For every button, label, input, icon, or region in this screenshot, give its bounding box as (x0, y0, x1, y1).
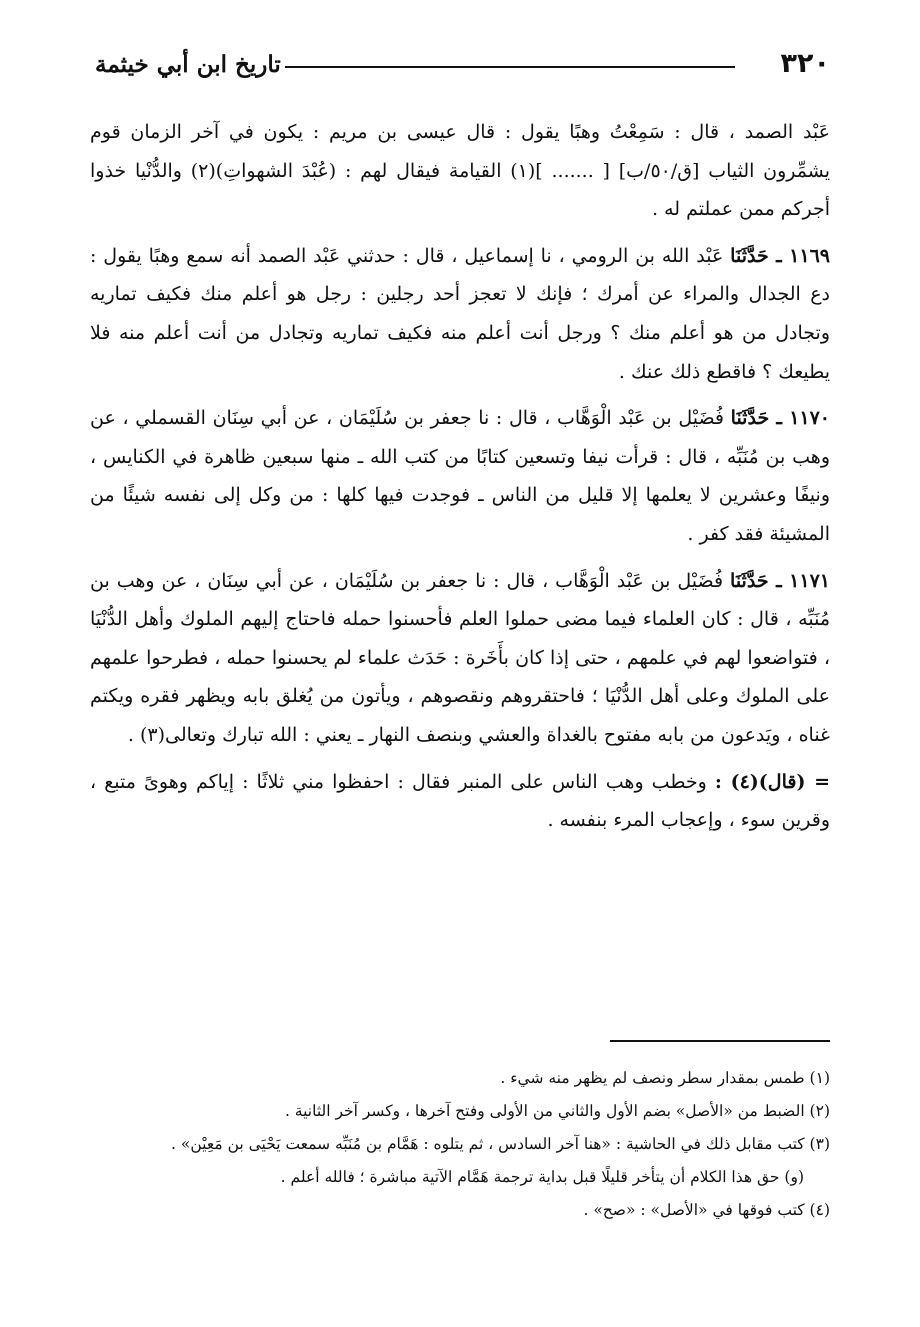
header-rule (285, 66, 735, 68)
paragraph (90, 562, 830, 755)
paragraph-text: عَبْد الصمد ، قال : سَمِعْتُ وهبًا يقول : قال عيسى بن مريم : يكون في آخر الزمان قوم يشمِّرون الثياب [ق/٥٠/ب] [ ....... ](١) القيامة فيقال لهم : (عُبْدَ الشهواتِ)(٢) والدُّنْيا خذوا أجركم ممن عملتم له . (90, 121, 831, 221)
footnote: (٤) كتب فوقها في «الأصل» : «صح» . (583, 1201, 830, 1219)
footnote: (٣) كتب مقابل ذلك في الحاشية : «هنا آخر السادس ، ثم يتلوه : هَمَّام بن مُنَبِّه سمعت يَحْيَى بن مَعِيْن» . (171, 1135, 830, 1153)
running-header (95, 40, 830, 90)
paragraph (90, 399, 830, 553)
main-text (90, 113, 830, 848)
footnote-rule (610, 1040, 830, 1042)
footnote: (١) طمس بمقدار سطر ونصف لم يظهر منه شيء . (500, 1069, 830, 1087)
paragraph-lead: ١١٧١ ـ حَدَّثَنَا (730, 569, 830, 592)
footnotes (90, 1062, 830, 1227)
paragraph-text: فُضَيْل بن عَبْد الْوَهَّاب ، قال : نا جعفر بن سُلَيْمَان ، عن أبي سِنَان القسملي ، عن وهب بن مُنَبِّه ، قال : قرأت نيفا وتسعين كتابًا من كتب الله ـ منها سبعين ظاهرة في الكنايس ، ونيفًا وعشرين لا يعلمها إلا قليل من الناس ـ فوجدت فيها كلها : من وكل إلى نفسه شيئًا من المشيئة فقد كفر . (90, 407, 830, 545)
paragraph-lead: ١١٧٠ ـ حَدَّثَنَا (730, 407, 831, 430)
page-number: ٣٢٠ (780, 48, 830, 79)
paragraph-text: فُضَيْل بن عَبْد الْوَهَّاب ، قال : نا جعفر بن سُلَيْمَان ، عن أبي سِنَان ، عن وهب بن مُنَبِّه ، قال : كان العلماء فيما مضى حملوا العلم فأحسنوا حمله فاحتاج إليهم الملوك وأهل الدُّنْيَا ، فتواضعوا لهم في علمهم ، حتى إذا كان بأَخَرة : حَدَث علماء لم يحسنوا حمله ، فطرحوا علمهم على الملوك وعلى أهل الدُّنْيَا ؛ فاحتقروهم ونقصوهم ، ويأتون من يُغلق بابه ويظهر فقره ويكتم غناه ، ويَدعون من بابه مفتوح بالغداة والعشي وبنصف النهار ـ يعني : الله تبارك وتعالى(٣) . (90, 569, 830, 746)
footnote-continuation: (و) حق هذا الكلام أن يتأخر قليلًا قبل بداية ترجمة هَمَّام الآتية مباشرة ؛ فالله أعلم . (280, 1168, 804, 1186)
footnote: (٢) الضبط من «الأصل» بضم الأول والثاني من الأولى وفتح آخرها ، وكسر آخر الثانية . (284, 1102, 830, 1120)
paragraph-text: عَبْد الله بن الرومي ، نا إسماعيل ، قال : حدثني عَبْد الصمد أنه سمع وهبًا يقول : دع الجدال والمراء عن أمرك ؛ فإنك لا تعجز أحد رجلين : رجل هو أعلم منك فكيف تماريه وتجادل من هو أعلم منك ؟ ورجل أنت أعلم منه فكيف تماريه وتجادل من أنت أعلم منه فلا يطيعك ؟ فاقطع ذلك عنك . (90, 244, 830, 383)
paragraph-text: وخطب وهب الناس على المنبر فقال : احفظوا مني ثلاثًا : إياكم وهوىً متبع ، وقرين سوء ، وإعجاب المرء بنفسه . (90, 770, 830, 832)
paragraph-lead: = (قال)(٤) : (714, 770, 831, 793)
paragraph (90, 763, 830, 840)
paragraph-lead: ١١٦٩ ـ حَدَّثَنَا (730, 244, 830, 267)
paragraph (90, 237, 830, 391)
book-title: تاريخ ابن أبي خيثمة (95, 51, 281, 78)
paragraph (90, 113, 830, 229)
